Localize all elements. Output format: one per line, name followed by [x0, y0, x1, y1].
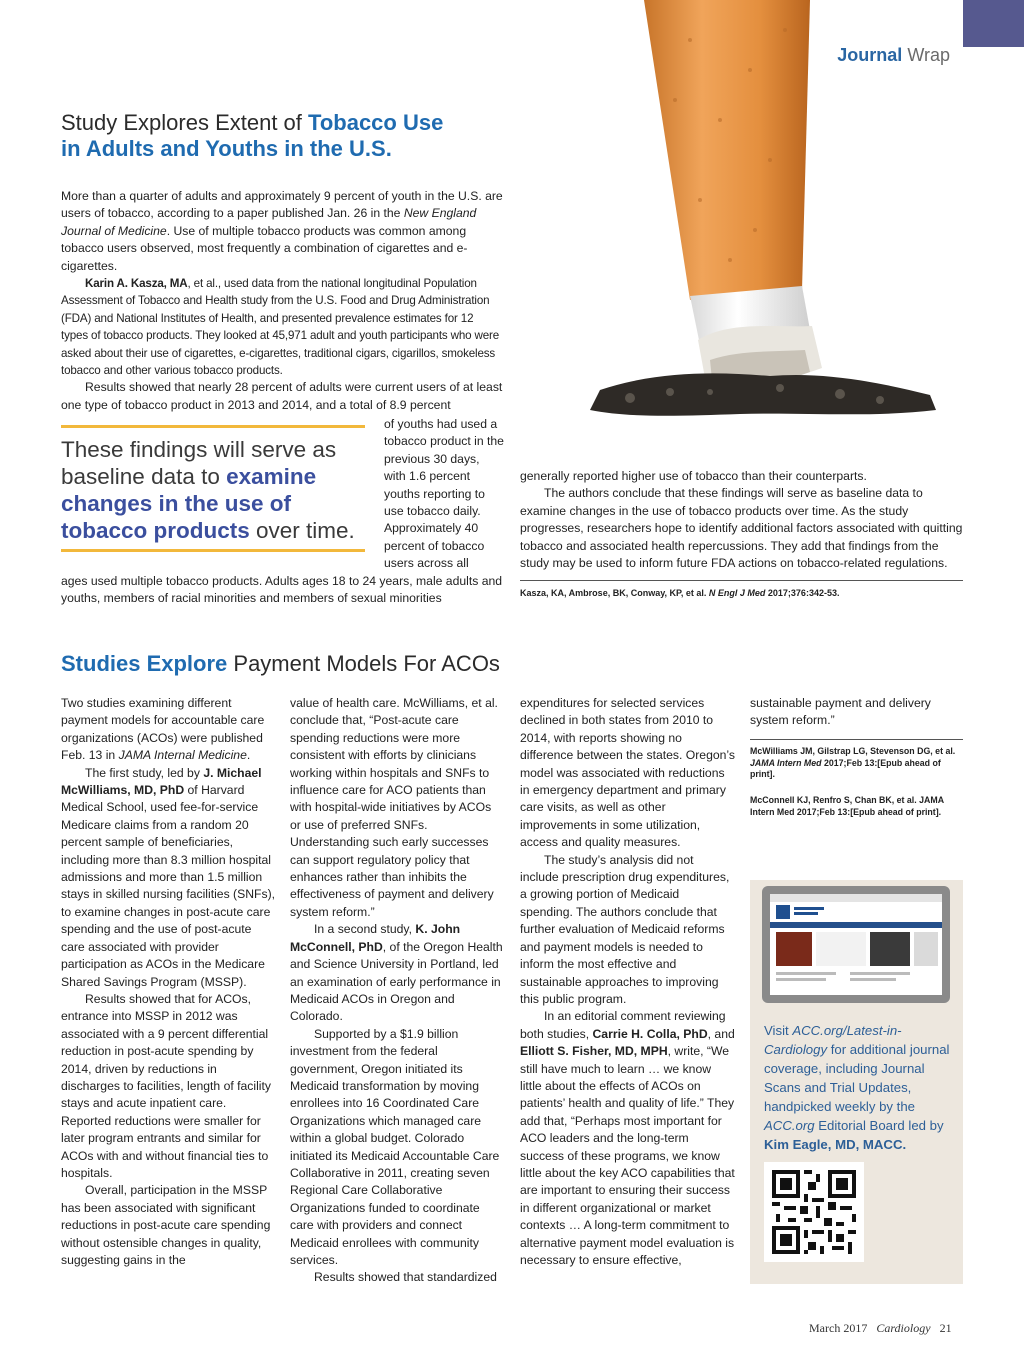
pullquote-rule-top	[61, 425, 365, 428]
references-rule	[750, 739, 963, 740]
pullquote: These findings will serve as baseline data to examine changes in the use of tobacco products over time.	[61, 437, 355, 543]
corner-tab	[963, 0, 1024, 47]
article1-body-narrow: of youths had used a tobacco product in the previous 30 days, with 1.6 percent youths reporting to use tobacco daily. Approximately 40 percent of tobacco users across all	[384, 417, 504, 571]
sidebar-text: Visit ACC.org/Latest-in-Cardiology for additional journal coverage, including Journal Scans and Trial Updates, handpicked weekly by the ACC.org Editorial Board led by Kim Eagle, MD, MACC.	[764, 1023, 950, 1152]
page-footer: March 2017 Cardiology 21	[809, 1321, 952, 1335]
article2-column-3: expenditures for selected services declined in both states from 2010 to 2014, with reports showing no difference between the states. Oregon’s model was associated with reductions in emergency department and primary care visits, as well as other improvements in some utilization, access and quality measures. The study’s analysis did not include prescription drug expenditures, a growing portion of Medicaid spending. The authors conclude that further evaluation of Medicaid reforms and payment models is needed to inform the most effective and sustainable approaches to improving this public program. In an editorial comment reviewing both studies, Carrie H. Colla, PhD, and Elliott S. Fisher, MD, MPH, write, “We still have much to learn … we know little about the effects of ACOs on patients’ health and quality of life.” They add that, “Perhaps most important for ACO leaders and the long-term success of these programs, we know little about the key ACO capabilities that are important to ensuring their success in different organizational or market contexts … A long-term commitment to alternative payment model evaluation is necessary to ensure effective,	[520, 696, 736, 1267]
section-header: Journal Wrap	[837, 45, 950, 65]
article2-reference-2: McConnell KJ, Renfro S, Chan BK, et al. JAMA Intern Med 2017;Feb 13:[Epub ahead of print].	[750, 795, 944, 817]
website-screenshot	[762, 886, 950, 1003]
qr-code[interactable]	[764, 1162, 864, 1262]
article1-body-top: More than a quarter of adults and approximately 9 percent of youth in the U.S. are users of tobacco, according to a paper published Jan. 26 in the New England Journal of Medicine. Use of multiple tobacco products was common among tobacco users observed, most frequently a combination of cigarettes and e-cigarettes. Karin A. Kasza, MA, et al., used data from the national longitudinal Population Assessment of Tobacco and Health study from the U.S. Food and Drug Administration (FDA) and National Institutes of Health, and presented prevalence estimates for 12 types of tobacco products. They looked at 45,971 adult and youth participants who were asked about their use of cigarettes, e-cigarettes, traditional cigars, cigarillos, smokeless tobacco and other various tobacco products. Results showed that nearly 28 percent of adults were current users of at least one type of tobacco product in 2013 and 2014, and a total of 8.9 percent	[61, 189, 503, 412]
reference-rule	[520, 580, 963, 581]
article1-body-right: generally reported higher use of tobacco than their counterparts. The authors conclude that these findings will serve as baseline data to examine changes in the use of tobacco products over time. As the study progresses, researchers hope to identify additional factors associated with quitting tobacco and associated health repercussions. They add that findings from the study may be used to inform future FDA actions on tobacco-related regulations.	[520, 469, 963, 571]
article2-column-1: Two studies examining different payment models for accountable care organizations (ACOs) were published Feb. 13 in JAMA Internal Medicine. The first study, led by J. Michael McWilliams, MD, PhD of Harvard Medical School, used fee-for-service Medicare claims from a random 20 percent sample of beneficiaries, including more than 8.3 million hospital admissions and more than 1.5 million stays in skilled nursing facilities (SNFs), to examine changes in post-acute care spending and the use of post-acute care associated with provider participation as ACOs in the Medicare Shared Savings Program (MSSP). Results showed that for ACOs, entrance into MSSP in 2012 was associated with a 9 percent differential reduction in post-acute spending by 2014, driven by reductions in discharges to facilities, length of facility stays and acute inpatient care. Reported reductions were smaller for later program entrants and similar for ACOs with and without financial ties to hospitals. Overall, participation in the MSSP has been associated with significant reductions in post-acute care spending without ostensible changes in quality, suggesting gains in the	[61, 696, 276, 1267]
article2-reference-1: McWilliams JM, Gilstrap LG, Stevenson DG, et al. JAMA Intern Med 2017;Feb 13:[Epub ahead of print].	[750, 746, 956, 779]
article1-title: Study Explores Extent of Tobacco Use in Adults and Youths in the U.S.	[61, 110, 444, 161]
article2-column-4: sustainable payment and delivery system reform.”	[750, 696, 931, 728]
article2-title: Studies Explore Payment Models For ACOs	[61, 651, 500, 676]
pullquote-rule-bottom	[61, 549, 365, 552]
acc-link[interactable]: ACC.org/Latest-in-Cardiology	[764, 1023, 902, 1057]
article1-reference: Kasza, KA, Ambrose, BK, Conway, KP, et al. N Engl J Med 2017;376:342-53.	[520, 588, 840, 598]
article1-body-bottom: ages used multiple tobacco products. Adults ages 18 to 24 years, male adults and youths, members of racial minorities and members of sexual minorities	[61, 574, 503, 606]
article2-column-2: value of health care. McWilliams, et al. conclude that, “Post-acute care spending reductions were more consistent with efforts by clinicians working within hospitals and SNFs to influence care for ACO patients than with hospital-wide initiatives by ACOs or use of preferred SNFs. Understanding such early successes can support regulatory policy that enhances rather than inhibits the effectiveness of payment and delivery system reform.” In a second study, K. John McConnell, PhD, of the Oregon Health and Science University in Portland, led an examination of early performance in Medicaid ACOs in Oregon and Colorado. Supported by a $1.9 billion investment from the federal government, Oregon initiated its Medicaid transformation by moving enrollees into 16 Coordinated Care Organizations which managed care within a global budget. Colorado initiated its Medicaid Accountable Care Collaborative in 2011, creating seven Regional Care Collaborative Organizations funded to coordinate care with providers and connect Medicaid enrollees with community services. Results showed that standardized	[290, 696, 503, 1285]
cigarette-image	[540, 0, 950, 440]
